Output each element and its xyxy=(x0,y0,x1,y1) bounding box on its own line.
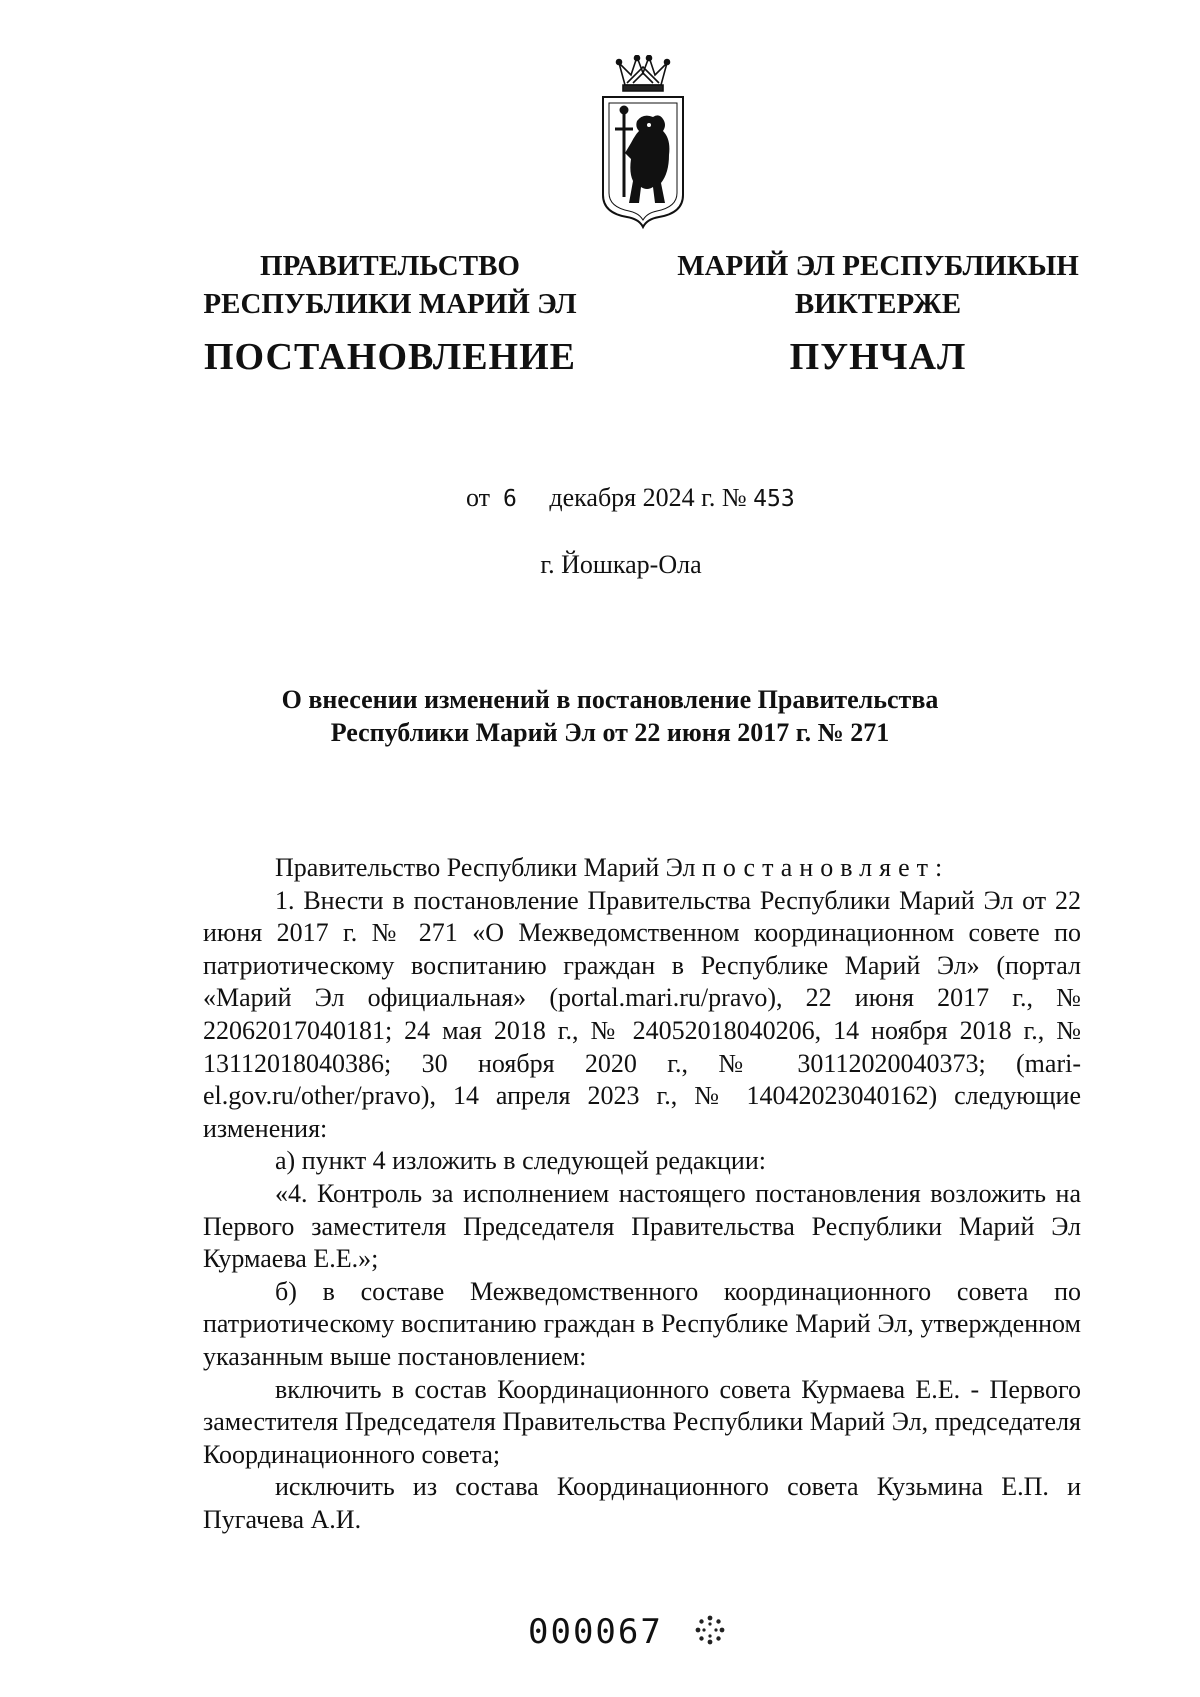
document-title-line2: Республики Марий Эл от 22 июня 2017 г. № 271 xyxy=(330,718,890,747)
document-title-line1: О внесении изменений в постановление Правительства xyxy=(281,685,939,714)
document-body xyxy=(203,852,1081,1536)
date-from-label: от xyxy=(466,483,491,512)
government-name-mari-line2: ВИКТЕРЖЕ xyxy=(794,288,962,320)
government-name-ru-line2: РЕСПУБЛИКИ МАРИЙ ЭЛ xyxy=(203,288,577,320)
paragraph-1b: б) в составе Межведомственного координационного совета по патриотическому воспитанию граждан в Республике Марий Эл, утвержденном указанным выше постановлением: xyxy=(203,1276,1081,1371)
preamble-resolves: постановляет: xyxy=(701,853,950,882)
document-type-ru: ПОСТАНОВЛЕНИЕ xyxy=(203,336,577,378)
security-mark-icon xyxy=(693,1613,727,1647)
document-type-mari: ПУНЧАЛ xyxy=(789,336,967,378)
decree-number: 453 xyxy=(753,486,795,512)
preamble-lead: Правительство Республики Марий Эл xyxy=(275,853,696,882)
decree-date-line xyxy=(466,483,795,513)
decree-day: 6 xyxy=(503,486,517,512)
coat-of-arms-icon xyxy=(597,55,689,230)
paragraph-1: 1. Внести в постановление Правительства Республики Марий Эл от 22 июня 2017 г. № 271 «О Межведомственном координационном совете по патриотическому воспитанию граждан в Республике Марий Эл» (портал «Марий Эл официальная» (portal.mari.ru/pravo), 22 июня 2017 г., № 22062017040181; 24 мая 2018 г., № 24052018040206, 14 ноября 2018 г., № 13112018040386; 30 ноября 2020 г., № 30112020040373; (mari-el.gov.ru/other/pravo), 14 апреля 2023 г., № 14042023040162) следующие изменения: xyxy=(203,885,1081,1143)
form-serial-number: 000067 xyxy=(528,1612,663,1652)
paragraph-1b-include: включить в состав Координационного совета Курмаева Е.Е. - Первого заместителя Председателя Правительства Республики Марий Эл, председателя Координационного совета; xyxy=(203,1374,1081,1469)
paragraph-1a: а) пункт 4 изложить в следующей редакции: xyxy=(275,1146,766,1176)
government-name-ru-line1: ПРАВИТЕЛЬСТВО xyxy=(260,250,520,282)
preamble xyxy=(203,852,1081,885)
paragraph-1a-text: «4. Контроль за исполнением настоящего постановления возложить на Первого заместителя Председателя Правительства Республики Марий Эл Курмаева Е.Е.»; xyxy=(203,1178,1081,1274)
government-name-mari-line1: МАРИЙ ЭЛ РЕСПУБЛИКЫН xyxy=(677,250,1079,282)
paragraph-1b-exclude: исключить из состава Координационного совета Кузьмина Е.П. и Пугачева А.И. xyxy=(203,1472,1081,1534)
decree-city: г. Йошкар-Ола xyxy=(540,550,702,579)
decree-month-year: декабря 2024 г. № xyxy=(549,483,747,512)
